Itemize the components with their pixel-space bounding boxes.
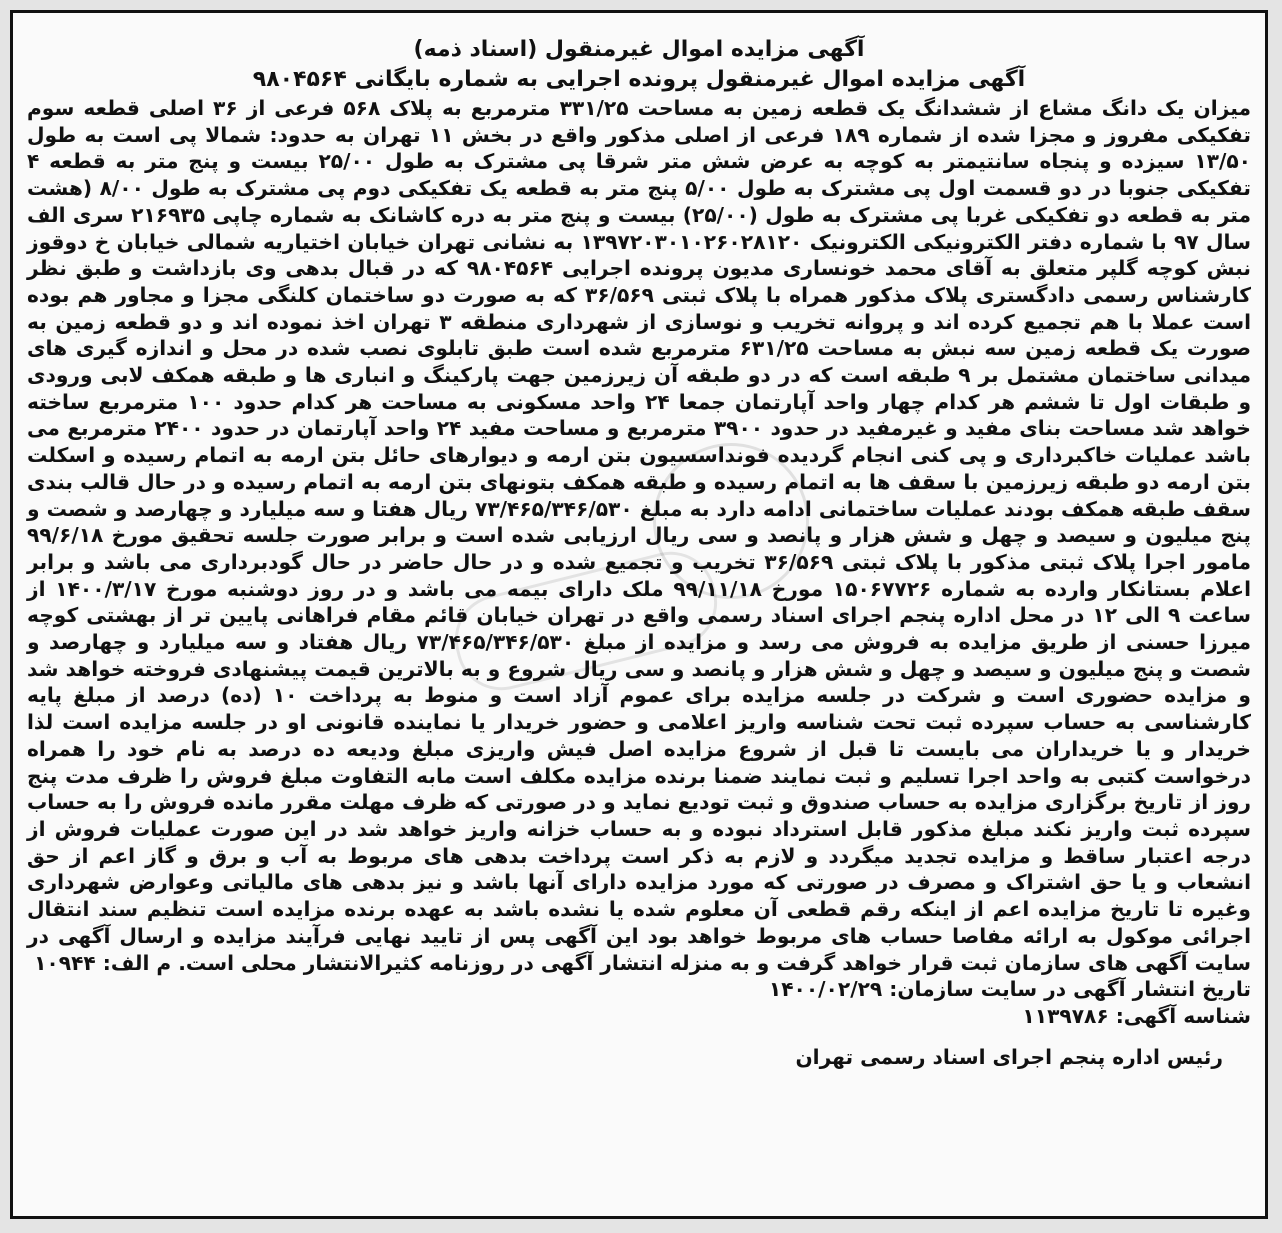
- publish-date: تاریخ انتشار آگهی در سایت سازمان: ۱۴۰۰/۰۲/۲۹: [768, 977, 1251, 1002]
- notice-body: میزان یک دانگ مشاع از ششدانگ یک قطعه زمین به مساحت ۳۳۱/۲۵ مترمربع به پلاک ۵۶۸ فرعی از ۳۶ اصلی قطعه سوم تفکیکی مفروز و مجزا شده از شماره ۱۸۹ فرعی از اصلی مذکور واقع در بخش ۱۱ تهران به حدود: شمالا پی است به طول ۱۳/۵۰ سیزده و پنجاه سانتیمتر به کوچه به عرض شش متر شرقا پی مشترک به طول ۲۵/۰۰ بیست و پنج متر به قطعه ۴ تفکیکی جنوبا در دو قسمت اول پی مشترک به طول ۵/۰۰ پنج متر به قطعه یک تفکیکی دوم پی مشترک به طول ۸/۰۰ (هشت متر به قطعه دو تفکیکی غربا پی مشترک به طول (۲۵/۰۰) بیست و پنج متر به دره کاشانک به شماره چاپی ۲۱۶۹۳۵ سری الف سال ۹۷ با شماره دفتر الکترونیکی الکترونیک ۱۳۹۷۲۰۳۰۱۰۲۶۰۲۸۱۲۰ به نشانی تهران خیابان اختیاریه شمالی خیابان خ دوقوز نبش کوچه گلپر متعلق به آقای محمد خونساری مدیون پرونده اجرایی ۹۸۰۴۵۶۴ که در قبال بدهی وی بازداشت و طبق نظر کارشناس رسمی دادگستری پلاک مذکور همراه با پلاک ثبتی ۳۶/۵۶۹ که به صورت دو ساختمان کلنگی مجزا و مجاور هم بوده است عملا با هم تجمیع کرده اند و پروانه تخریب و نوسازی از شهرداری منطقه ۳ تهران اخذ نموده اند و دو قطعه زمین به صورت یک قطعه زمین سه نبش به مساحت ۶۳۱/۲۵ مترمربع شده است طبق تابلوی نصب شده در محل و اندازه گیری های میدانی ساختمان مشتمل بر ۹ طبقه است که در دو طبقه آن زیرزمین جهت پارکینگ و انباری ها و طبقه همکف لابی ورودی و طبقات اول تا ششم هر کدام چهار واحد آپارتمان جمعا ۲۴ واحد مسکونی به مساحت هر کدام حدود ۱۰۰ مترمربع ساخته خواهد شد مساحت بنای مفید و غیرمفید در حدود ۳۹۰۰ مترمربع و مساحت مفید ۲۴ واحد آپارتمان در حدود ۲۴۰۰ مترمربع می باشد عملیات خاکبرداری و پی کنی انجام گردیده فونداسسیون بتن ارمه و دیوارهای حائل بتن ارمه به اتمام رسیده و اسکلت بتن ارمه دو طبقه زیرزمین با سقف ها به اتمام رسیده و طبقه همکف بتونهای بتن ارمه به اتمام رسیده و در حال قالب بندی سقف طبقه همکف بودند عملیات ساختمانی ادامه دارد به مبلغ ۷۳/۴۶۵/۳۴۶/۵۳۰ ریال هفتا و سه میلیارد و چهارصد و شصت و پنج میلیون و سیصد و چهل و شش هزار و پانصد و سی ریال ارزیابی شده است و برابر صورت جلسه تحقیق مورخ ۹۹/۶/۱۸ مامور اجرا پلاک ثبتی مذکور با پلاک ثبتی ۳۶/۵۶۹ تخریب و تجمیع شده و در حال حاضر در حال گودبرداری می باشد و برابر اعلام بستانکار وارده به شماره ۱۵۰۶۷۷۲۶ مورخ ۹۹/۱۱/۱۸ ملک دارای بیمه می باشد و در روز دوشنبه مورخ ۱۴۰۰/۳/۱۷ از ساعت ۹ الی ۱۲ در محل اداره پنجم اجرای اسناد رسمی واقع در تهران خیابان قائم مقام فراهانی پایین تر از بهشتی کوچه میرزا حسنی از طریق مزایده به فروش می رسد و مزایده از مبلغ ۷۳/۴۶۵/۳۴۶/۵۳۰ ریال هفتاد و سه میلیارد و چهارصد و شصت و پنج میلیون و سیصد و چهل و شش هزار و پانصد و سی ریال شروع و به بالاترین قیمت پیشنهادی فروخته خواهد شد و مزایده حضوری است و شرکت در جلسه مزایده برای عموم آزاد است و منوط به پرداخت ۱۰ (ده) درصد از مبلغ پایه کارشناسی به حساب سپرده ثبت تحت شناسه واریز اعلامی و حضور خریدار یا نماینده قانونی او در جلسه مزایده است لذا خریدار و یا خریداران می بایست تا قبل از شروع مزایده اصل فیش واریزی مبلغ ودیعه ده درصد به نام خود را همراه درخواست کتبی به واحد اجرا تسلیم و ثبت نمایند ضمنا برنده مزایده مکلف است مابه التفاوت مبلغ فروش را ظرف مدت پنج روز از تاریخ برگزاری مزایده به حساب صندوق و ثبت تودیع نماید و در صورتی که ظرف مهلت مقرر مانده فروش را به حساب سپرده ثبت واریز نکند مبلغ مذکور قابل استرداد نبوده و به حساب خزانه واریز خواهد شد در این صورت عملیات فروش از درجه اعتبار ساقط و مزایده تجدید میگردد و لازم به ذکر است پرداخت بدهی های مربوط به آب و برق و گاز اعم از حق انشعاب و یا حق اشتراک و مصرف در صورتی که مورد مزایده دارای آنها باشد و نیز بدهی های مالیاتی وعوارض شهرداری وغیره تا تاریخ مزایده اعم از اینکه رقم قطعی آن معلوم شده یا نشده باشد به عهده برنده مزایده است تنظیم سند انتقال اجرائی موکول به ارائه مفاصا حساب های مربوط خواهد بود این آگهی پس از تایید نهایی فرآیند مزایده و ارسال آگهی در سایت آگهی های سازمان ثبت قرار خواهد گرفت و به منزله انتشار آگهی در روزنامه کثیرالانتشار محلی است. م الف: ۱۰۹۴۴: [27, 96, 1252, 975]
- notice-title: آگهی مزایده اموال غیرمنقول (اسناد ذمه): [413, 37, 865, 62]
- notice-id: شناسه آگهی: ۱۱۳۹۷۸۶: [1022, 1003, 1251, 1028]
- signature-line: رئیس اداره پنجم اجرای اسناد رسمی تهران: [795, 1044, 1223, 1069]
- notice-subtitle: آگهی مزایده اموال غیرمنقول پرونده اجرایی به شماره بایگانی ۹۸۰۴۵۶۴: [252, 67, 1026, 92]
- notice-frame: [10, 10, 1268, 1219]
